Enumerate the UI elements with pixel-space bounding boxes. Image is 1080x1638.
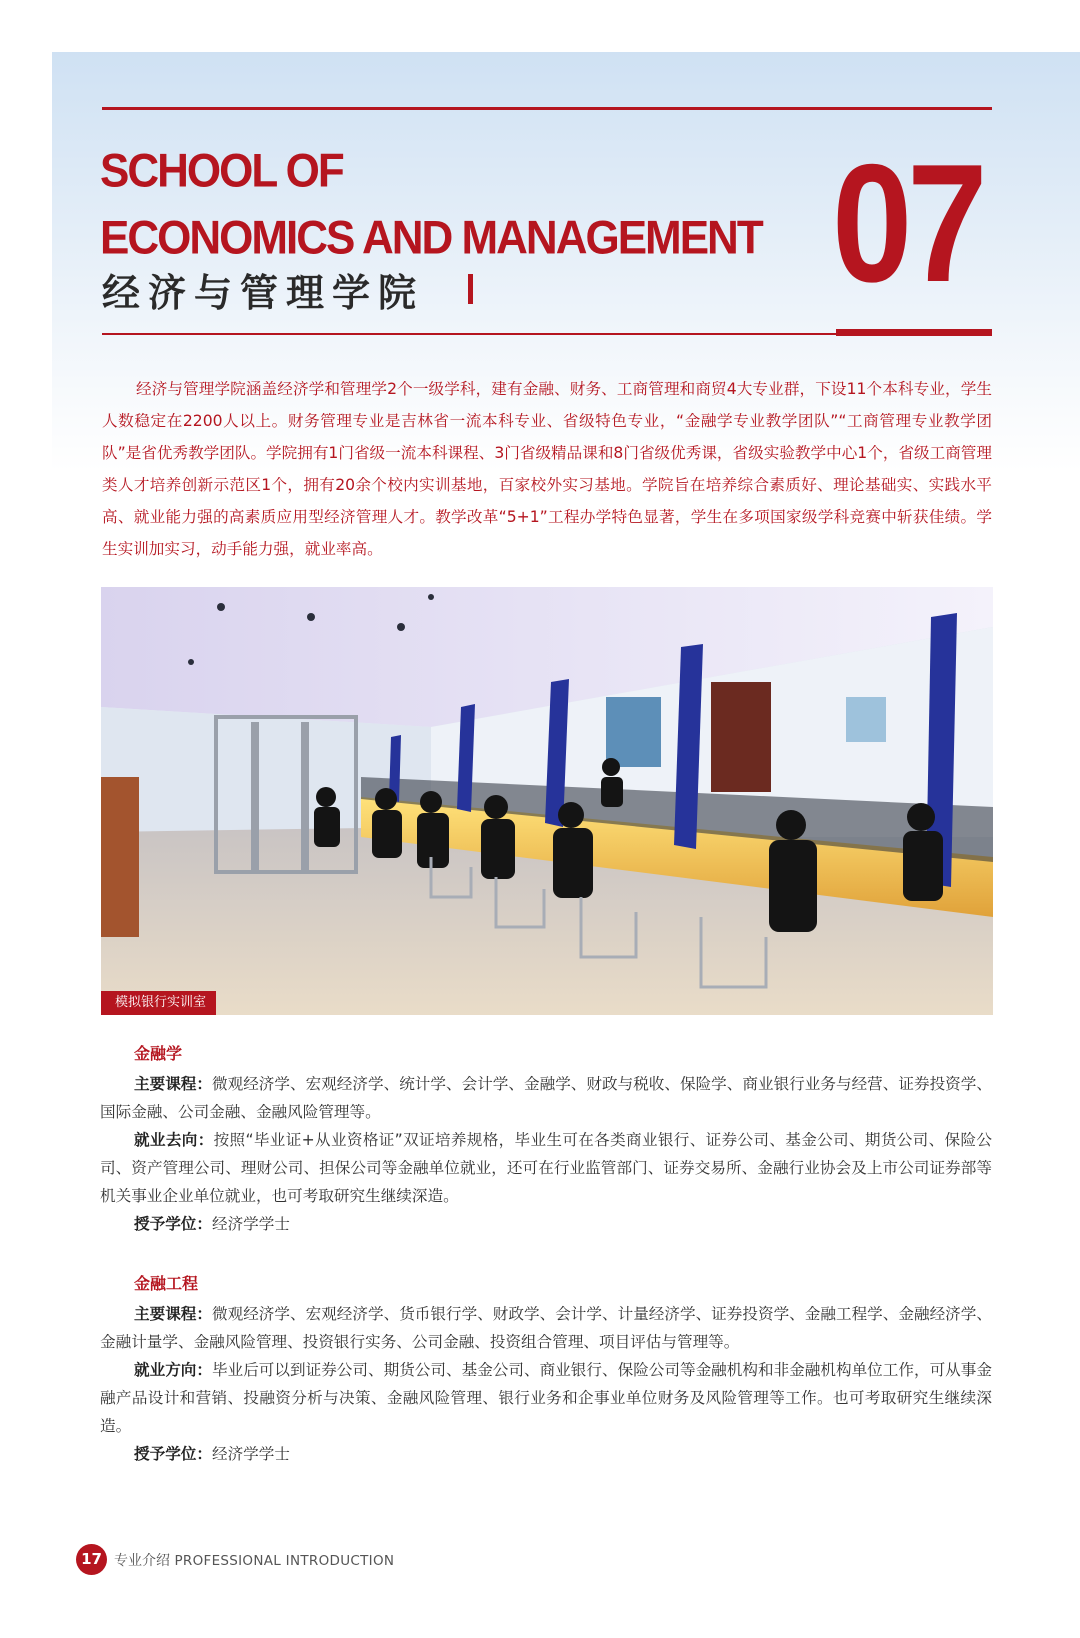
courses-text: 微观经济学、宏观经济学、货币银行学、财政学、会计学、计量经济学、证券投资学、金融工程学、金融经济学、金融计量学、金融风险管理、投资银行实务、公司金融、投资组合管理、项目评估与管理等。 <box>100 1305 992 1351</box>
degree-text: 经济学学士 <box>211 1445 290 1463</box>
major-section-financial-engineering <box>100 1272 992 1468</box>
title-en-line-1: SCHOOL OF <box>100 144 343 198</box>
footer-label-cn: 专业介绍 <box>114 1553 170 1569</box>
major-title: 金融工程 <box>134 1274 199 1293</box>
footer-label <box>114 1550 394 1570</box>
major-career <box>100 1126 992 1210</box>
intro-paragraph: 经济与管理学院涵盖经济学和管理学2个一级学科，建有金融、财务、工商管理和商贸4大专业群，下设11个本科专业，学生人数稳定在2200人以上。财务管理专业是吉林省一流本科专业、省级特色专业，“金融学专业教学团队”“工商管理专业教学团队”是省优秀教学团队。学院拥有1门省级一流本科课程、3门省级精品课和8门省级优秀课，省级实验教学中心1个，省级工商管理类人才培养创新示范区1个，拥有20余个校内实训基地，百家校外实习基地。学院旨在培养综合素质好、理论基础实、实践水平高、就业能力强的高素质应用型经济管理人才。教学改革“5+1”工程办学特色显著，学生在多项国家级学科竞赛中斩获佳绩。学生实训加实习，动手能力强，就业率高。 <box>102 380 992 558</box>
major-courses <box>100 1300 992 1356</box>
major-degree <box>100 1210 992 1238</box>
wood-desk <box>101 777 139 937</box>
title-en-line-2: ECONOMICS AND MANAGEMENT <box>100 211 762 265</box>
career-label: 就业方向： <box>134 1361 212 1379</box>
degree-label: 授予学位： <box>134 1445 212 1463</box>
major-career <box>100 1356 992 1440</box>
major-degree <box>100 1440 992 1468</box>
page-number: 17 <box>76 1544 107 1575</box>
courses-text: 微观经济学、宏观经济学、统计学、会计学、金融学、财政与税收、保险学、商业银行业务与经营、证券投资学、国际金融、公司金融、金融风险管理等。 <box>100 1075 992 1121</box>
school-title-cn: 经济与管理学院 <box>102 271 425 315</box>
major-courses <box>100 1070 992 1126</box>
header-rule-accent <box>836 329 992 336</box>
career-text: 毕业后可以到证券公司、期货公司、基金公司、商业银行、保险公司等金融机构和非金融机构单位工作，可从事金融产品设计和营销、投融资分析与决策、金融风险管理、银行业务和企事业单位财务及风险管理等工作。也可考取研究生继续深造。 <box>100 1361 992 1435</box>
career-text: 按照“毕业证+从业资格证”双证培养规格，毕业生可在各类商业银行、证券公司、基金公司、期货公司、保险公司、资产管理公司、理财公司、担保公司等金融单位就业，还可在行业监管部门、证券交易所、金融行业协会及上市公司证券部等机关事业企业单位就业，也可考取研究生继续深造。 <box>100 1131 992 1205</box>
degree-label: 授予学位： <box>134 1215 212 1233</box>
courses-label: 主要课程： <box>134 1075 212 1093</box>
header-rule-top <box>102 107 992 110</box>
career-label: 就业去向： <box>134 1131 214 1149</box>
degree-text: 经济学学士 <box>211 1215 290 1233</box>
photo-caption: 模拟银行实训室 <box>101 991 216 1015</box>
major-title: 金融学 <box>134 1044 183 1063</box>
bank-lab-illustration <box>101 587 993 1015</box>
wood-door <box>711 682 771 792</box>
chapter-number: 07 <box>832 129 983 317</box>
title-accent-bar <box>468 274 473 304</box>
courses-label: 主要课程： <box>134 1305 212 1323</box>
school-title-en <box>100 138 762 272</box>
major-section-finance <box>100 1042 992 1238</box>
bank-lab-photo <box>101 587 993 1015</box>
footer-label-en: PROFESSIONAL INTRODUCTION <box>174 1553 395 1569</box>
